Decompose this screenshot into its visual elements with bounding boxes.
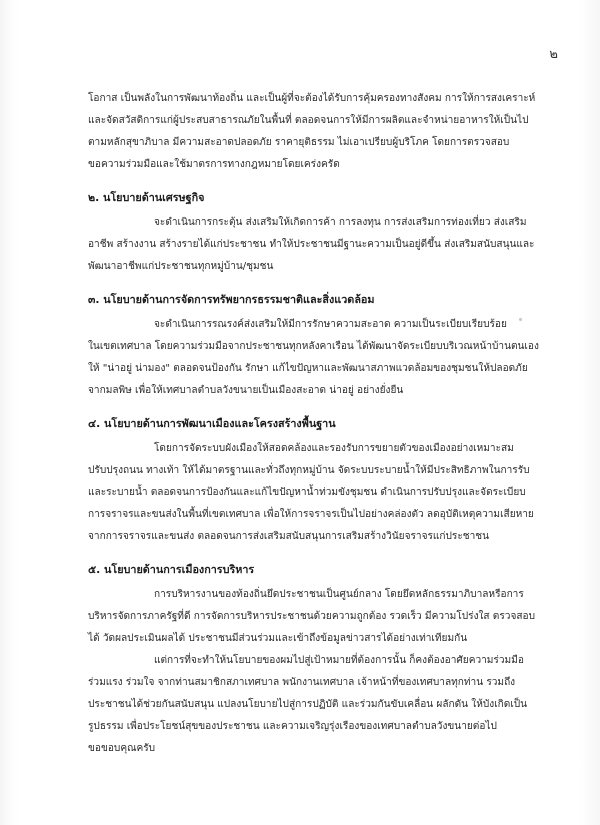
text-line: พัฒนาอาชีพแก่ประชาชนทุกหมู่บ้าน/ชุมชน [88, 261, 274, 272]
text-line: แต่การที่จะทำให้นโยบายของผมไปสู่เป้าหมายที่ต้องการนั้น ก็คงต้องอาศัยความร่วมมือ [154, 655, 524, 666]
section-paragraph [88, 438, 538, 548]
text-line: ในเขตเทศบาล โดยความร่วมมือจากประชาชนทุกหลังคาเรือน ได้พัฒนาจัดระเบียบบริเวณหน้าบ้านตนเอง [88, 341, 539, 352]
text-line: รูปธรรม เพื่อประโยชน์สุขของประชาชน และความเจริญรุ่งเรืองของเทศบาลตำบลวังขนายต่อไป [88, 721, 497, 732]
text-line: การจราจรและขนส่งในพื้นที่เขตเทศบาล เพื่อให้การจราจรเป็นไปอย่างคล่องตัว ลดอุบัติเหตุความเสียหาย [88, 509, 534, 520]
closing-thanks: ขอขอบคุณครับ [88, 743, 156, 754]
section-heading-economy: ๒. นโยบายด้านเศรษฐกิจ [88, 191, 205, 204]
closing-paragraph [88, 650, 538, 760]
section-paragraph [88, 212, 538, 278]
text-line: จะดำเนินการรณรงค์ส่งเสริมให้มีการรักษาความสะอาด ความเป็นระเบียบเรียบร้อย [154, 319, 507, 330]
section-paragraph [88, 584, 538, 650]
text-line: อาชีพ สร้างงาน สร้างรายได้แก่ประชาชน ทำให้ประชาชนมีฐานะความเป็นอยู่ดีขึ้น ส่งเสริมสนับสนุนและ [88, 239, 535, 250]
text-line: ขอความร่วมมือและใช้มาตรการทางกฎหมายโดยเคร่งครัด [88, 159, 340, 170]
text-line: ตามหลักสุขาภิบาล มีความสะอาดปลอดภัย ราคายุติธรรม ไม่เอาเปรียบผู้บริโภค โดยการตรวจสอบ [88, 137, 510, 148]
section-heading-environment: ๓. นโยบายด้านการจัดการทรัพยากรธรรมชาติและสิ่งแวดล้อม [88, 293, 375, 306]
text-line: และจัดสวัสดิการแก่ผู้ประสบสาธารณภัยในพื้นที่ ตลอดจนการให้มีการผลิตและจำหน่ายอาหารให้เป็นไป [88, 115, 529, 126]
section-heading-infrastructure: ๔. นโยบายด้านการพัฒนาเมืองและโครงสร้างพื้นฐาน [88, 417, 336, 430]
text-line: จะดำเนินการกระตุ้น ส่งเสริมให้เกิดการค้า การลงทุน การส่งเสริมการท่องเที่ยว ส่งเสริม [154, 217, 527, 228]
text-line: จากการจราจรและขนส่ง ตลอดจนการส่งเสริมสนับสนุนการเสริมสร้างวินัยจราจรแก่ประชาชน [88, 531, 490, 542]
document-body [88, 88, 538, 760]
text-line: โดยการจัดระบบผังเมืองให้สอดคล้องและรองรับการขยายตัวของเมืองอย่างเหมาะสม [154, 443, 514, 454]
text-line: การบริหารงานของท้องถิ่นยึดประชาชนเป็นศูนย์กลาง โดยยึดหลักธรรมาภิบาลหรือการ [154, 589, 524, 600]
section-heading-administration: ๕. นโยบายด้านการเมืองการบริหาร [88, 563, 255, 576]
text-line: บริหารจัดการภาครัฐที่ดี การจัดการบริหารประชาชนด้วยความถูกต้อง รวดเร็ว มีความโปร่งใส ตรวจสอบ [88, 611, 535, 622]
text-line: ร่วมแรง ร่วมใจ จากท่านสมาชิกสภาเทศบาล พนักงานเทศบาล เจ้าหน้าที่ของเทศบาลทุกท่าน รวมถึง [88, 677, 516, 688]
text-line: ได้ วัดผลประเมินผลได้ ประชาชนมีส่วนร่วมและเข้าถึงข้อมูลข่าวสารได้อย่างเท่าเทียมกัน [88, 633, 468, 644]
text-line: ปรับปรุงถนน ทางเท้า ให้ได้มาตรฐานและทั่วถึงทุกหมู่บ้าน จัดระบบระบายน้ำให้มีประสิทธิภาพในการรับ [88, 465, 530, 476]
intro-paragraph [88, 88, 538, 176]
text-line: ประชาชนได้ช่วยกันสนับสนุน แปลงนโยบายไปสู่การปฏิบัติ และร่วมกันขับเคลื่อน ผลักดัน ให้บังเกิดเป็น [88, 699, 528, 710]
page-number: ๒ [549, 47, 558, 62]
text-line: จากมลพิษ เพื่อให้เทศบาลตำบลวังขนายเป็นเมืองสะอาด น่าอยู่ อย่างยั่งยืน [88, 385, 404, 396]
text-line: และระบายน้ำ ตลอดจนการป้องกันและแก้ไขปัญหาน้ำท่วมขังชุมชน ดำเนินการปรับปรุงและจัดระเบียบ [88, 487, 526, 498]
section-paragraph [88, 314, 538, 402]
text-line: ให้ "น่าอยู่ น่ามอง" ตลอดจนป้องกัน รักษา แก้ไขปัญหาและพัฒนาสภาพแวดล้อมของชุมชนให้ปลอดภัย [88, 363, 528, 374]
text-line: โอกาส เป็นพลังในการพัฒนาท้องถิ่น และเป็นผู้ที่จะต้องได้รับการคุ้มครองทางสังคม การให้การสงเคราะห์ [88, 93, 536, 104]
